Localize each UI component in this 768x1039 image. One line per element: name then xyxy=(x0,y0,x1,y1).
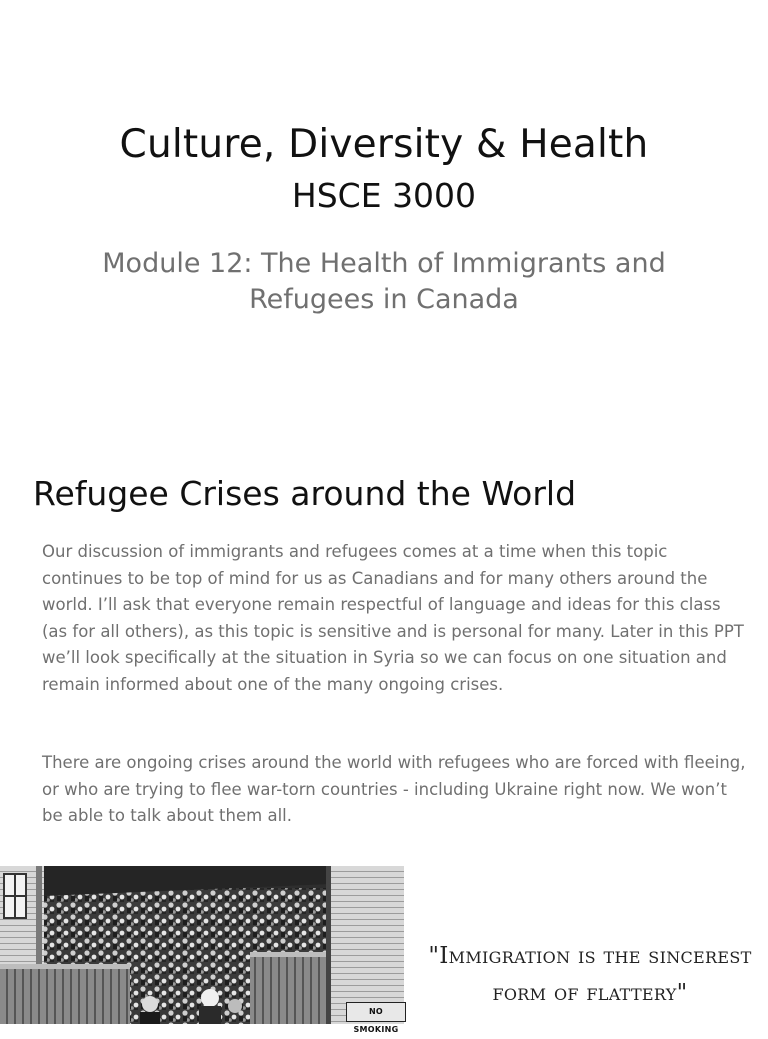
title-slide xyxy=(0,0,768,440)
body-paragraph-1: Our discussion of immigrants and refugees comes at a time when this topic continues to be top of mind for us as Canadians and for many others around the world. I’ll ask that everyone remain respectful of language and ideas for this class (as for all others), as this topic is sensitive and is personal for many. Later in this PPT we’ll look specifically at the situation in Syria so we can focus on one situation and remain informed about one of the many ongoing crises. xyxy=(42,542,744,694)
historical-crowd-photo xyxy=(0,866,404,1024)
slide-heading: Refugee Crises around the World xyxy=(33,474,577,513)
no-smoking-sign: NO SMOKING xyxy=(346,1002,406,1022)
module-subtitle: Module 12: The Health of Immigrants and Refugees in Canada xyxy=(102,248,666,315)
course-code: HSCE 3000 xyxy=(291,176,477,215)
body-paragraph-2: There are ongoing crises around the world with refugees who are forced with fleeing, or who are trying to flee war-torn countries - including Ukraine right now. We won’t be able to talk about them all. xyxy=(42,753,746,826)
quote-text: "Immigration is the sincerest form of flattery" xyxy=(428,943,752,1006)
page-title: Culture, Diversity & Health xyxy=(119,122,649,167)
